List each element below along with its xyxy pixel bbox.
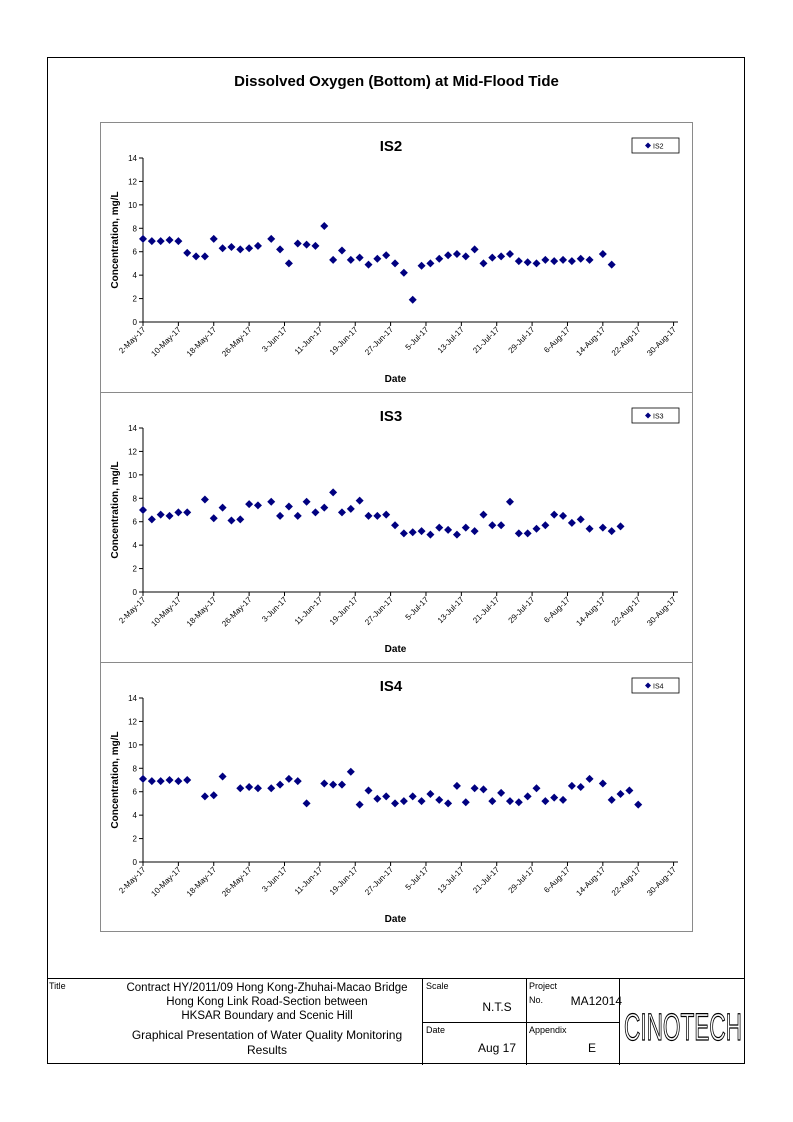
scale-label: Scale <box>426 981 449 991</box>
data-point <box>479 511 487 519</box>
y-tick-label: 2 <box>132 294 137 304</box>
cinotech-logo <box>622 997 745 1047</box>
x-tick-label: 22-Aug-17 <box>609 595 643 628</box>
x-tick-label: 3-Jun-17 <box>260 325 289 354</box>
y-tick-label: 8 <box>132 764 137 774</box>
data-point <box>210 514 218 522</box>
data-point <box>533 259 541 267</box>
data-point <box>294 777 302 785</box>
data-point <box>418 797 426 805</box>
data-point <box>166 776 174 784</box>
data-point <box>435 796 443 804</box>
data-point <box>471 245 479 253</box>
chart-is4 <box>100 662 693 932</box>
data-point <box>541 521 549 529</box>
x-tick-label: 5-Jul-17 <box>403 595 431 622</box>
x-tick-label: 2-May-17 <box>117 595 148 626</box>
data-point <box>285 502 293 510</box>
data-point <box>183 776 191 784</box>
contract-line: HKSAR Boundary and Scenic Hill <box>181 1010 353 1022</box>
data-point <box>608 261 616 269</box>
drawing-title-line: Results <box>246 1043 287 1057</box>
date-value: Aug 17 <box>477 1041 517 1055</box>
data-point <box>210 235 218 243</box>
chart-title: IS3 <box>379 408 403 425</box>
data-point <box>550 257 558 265</box>
data-point <box>329 781 337 789</box>
data-point <box>356 801 364 809</box>
data-point <box>174 777 182 785</box>
y-tick-label: 8 <box>132 224 137 234</box>
data-point <box>577 255 585 263</box>
chart-title: IS2 <box>379 138 403 155</box>
data-point <box>453 250 461 258</box>
y-tick-label: 14 <box>128 424 137 433</box>
x-tick-label: 27-Jun-17 <box>363 865 396 897</box>
data-point <box>515 257 523 265</box>
data-point <box>148 237 156 245</box>
y-tick-label: 4 <box>132 271 137 281</box>
x-tick-label: 14-Aug-17 <box>574 595 608 628</box>
data-point <box>276 781 284 789</box>
data-point <box>497 252 505 260</box>
data-point <box>373 255 381 263</box>
data-point <box>488 521 496 529</box>
data-point <box>245 500 253 508</box>
data-point <box>236 245 244 253</box>
data-point <box>356 497 364 505</box>
data-point <box>497 789 505 797</box>
data-point <box>236 515 244 523</box>
data-point <box>329 488 337 496</box>
logo-text: CINOTECH <box>624 1007 742 1047</box>
x-tick-label: 30-Aug-17 <box>645 325 678 358</box>
data-point <box>227 243 235 251</box>
data-point <box>338 508 346 516</box>
data-point <box>541 256 549 264</box>
data-point <box>373 512 381 520</box>
x-tick-label: 3-Jun-17 <box>260 595 289 624</box>
y-axis-label: Concentration, mg/L <box>110 731 121 829</box>
data-point <box>453 531 461 539</box>
x-tick-label: 21-Jul-17 <box>471 865 502 896</box>
x-tick-label: 19-Jun-17 <box>327 325 360 357</box>
data-point <box>303 498 311 506</box>
x-tick-label: 14-Aug-17 <box>574 865 608 898</box>
data-point <box>157 511 165 519</box>
data-point <box>285 259 293 267</box>
data-point <box>586 256 594 264</box>
appendix-label: Appendix <box>529 1025 567 1035</box>
data-point <box>254 784 262 792</box>
drawing-title <box>107 1028 427 1058</box>
y-tick-label: 10 <box>128 470 137 480</box>
data-point <box>201 495 209 503</box>
x-tick-label: 13-Jul-17 <box>435 595 466 626</box>
y-tick-label: 12 <box>128 717 137 727</box>
data-point <box>294 512 302 520</box>
data-point <box>364 787 372 795</box>
y-tick-label: 2 <box>132 564 137 574</box>
data-point <box>559 256 567 264</box>
data-point <box>157 777 165 785</box>
data-point <box>577 515 585 523</box>
x-tick-label: 5-Jul-17 <box>403 325 431 352</box>
y-tick-label: 0 <box>132 318 137 327</box>
y-tick-label: 6 <box>132 247 137 257</box>
data-point <box>201 252 209 260</box>
x-tick-label: 27-Jun-17 <box>363 325 396 357</box>
x-tick-label: 13-Jul-17 <box>435 325 466 356</box>
legend-label: IS2 <box>653 143 664 151</box>
x-tick-label: 19-Jun-17 <box>327 865 360 897</box>
data-point <box>479 259 487 267</box>
data-point <box>391 799 399 807</box>
data-point <box>294 240 302 248</box>
project-number: MA12014 <box>570 994 622 1008</box>
data-point <box>586 525 594 533</box>
data-point <box>227 517 235 525</box>
x-tick-label: 10-May-17 <box>149 595 183 629</box>
data-point <box>524 529 532 537</box>
data-point <box>329 256 337 264</box>
x-tick-label: 18-May-17 <box>184 325 219 359</box>
data-point <box>586 775 594 783</box>
y-tick-label: 6 <box>132 787 137 797</box>
data-point <box>139 775 147 783</box>
y-tick-label: 4 <box>132 811 137 821</box>
data-point <box>303 799 311 807</box>
data-point <box>183 508 191 516</box>
x-tick-label: 13-Jul-17 <box>435 865 466 896</box>
x-tick-label: 26-May-17 <box>220 865 254 899</box>
data-point <box>568 519 576 527</box>
x-tick-label: 2-May-17 <box>117 865 148 896</box>
data-point <box>382 792 390 800</box>
title-block <box>47 978 745 1064</box>
data-point <box>409 528 417 536</box>
data-point <box>577 783 585 791</box>
data-point <box>462 252 470 260</box>
data-point <box>435 255 443 263</box>
x-axis-label: Date <box>384 374 407 385</box>
x-tick-label: 6-Aug-17 <box>542 325 572 355</box>
data-point <box>409 296 417 304</box>
x-tick-label: 2-May-17 <box>117 325 148 356</box>
data-point <box>426 531 434 539</box>
data-point <box>183 249 191 257</box>
data-point <box>139 235 147 243</box>
data-point <box>608 527 616 535</box>
x-tick-label: 29-Jul-17 <box>506 595 537 626</box>
scale-value: N.T.S <box>482 1000 512 1014</box>
data-point <box>356 254 364 262</box>
chart-is3 <box>100 392 693 662</box>
x-tick-label: 21-Jul-17 <box>471 595 502 626</box>
data-point <box>303 241 311 249</box>
data-point <box>625 787 633 795</box>
data-point <box>245 244 253 252</box>
data-point <box>506 250 514 258</box>
data-point <box>347 768 355 776</box>
y-tick-label: 10 <box>128 740 137 750</box>
x-tick-label: 6-Aug-17 <box>542 595 572 625</box>
x-tick-label: 29-Jul-17 <box>506 865 537 896</box>
data-point <box>533 525 541 533</box>
data-point <box>219 504 227 512</box>
data-point <box>471 527 479 535</box>
legend-label: IS4 <box>653 683 664 691</box>
data-point <box>418 262 426 270</box>
data-point <box>462 798 470 806</box>
data-point <box>515 798 523 806</box>
date-label: Date <box>426 1025 446 1035</box>
data-point <box>617 790 625 798</box>
x-tick-label: 11-Jun-17 <box>292 865 325 897</box>
x-tick-label: 5-Jul-17 <box>403 865 431 892</box>
contract-line: Hong Kong Link Road-Section between <box>166 996 368 1008</box>
data-point <box>276 512 284 520</box>
project-label: Project <box>529 981 558 991</box>
x-tick-label: 18-May-17 <box>184 595 219 629</box>
data-point <box>254 242 262 250</box>
data-point <box>568 782 576 790</box>
data-point <box>550 511 558 519</box>
data-point <box>174 237 182 245</box>
data-point <box>219 244 227 252</box>
data-point <box>338 247 346 255</box>
data-point <box>382 251 390 259</box>
data-point <box>559 796 567 804</box>
legend <box>632 678 679 693</box>
data-point <box>400 797 408 805</box>
data-point <box>471 784 479 792</box>
contract-line: Contract HY/2011/09 Hong Kong-Zhuhai-Macao Bridge <box>126 982 408 994</box>
data-point <box>599 524 607 532</box>
data-point <box>444 526 452 534</box>
data-point <box>488 797 496 805</box>
data-point <box>634 801 642 809</box>
data-point <box>382 511 390 519</box>
data-point <box>435 524 443 532</box>
data-point <box>267 784 275 792</box>
data-point <box>462 524 470 532</box>
data-point <box>426 259 434 267</box>
data-point <box>599 780 607 788</box>
chart-is2 <box>100 122 693 392</box>
x-tick-label: 10-May-17 <box>149 865 183 899</box>
data-point <box>320 222 328 230</box>
data-point <box>506 498 514 506</box>
data-point <box>608 796 616 804</box>
y-tick-label: 8 <box>132 494 137 504</box>
x-tick-label: 26-May-17 <box>220 325 254 359</box>
data-point <box>515 529 523 537</box>
data-point <box>541 797 549 805</box>
y-tick-label: 10 <box>128 200 137 210</box>
data-point <box>276 245 284 253</box>
x-tick-label: 19-Jun-17 <box>327 595 360 627</box>
x-tick-label: 29-Jul-17 <box>506 325 537 356</box>
x-axis-label: Date <box>384 644 407 655</box>
data-point <box>400 529 408 537</box>
y-tick-label: 6 <box>132 517 137 527</box>
x-tick-label: 22-Aug-17 <box>609 325 643 358</box>
contract-description <box>117 981 417 1023</box>
drawing-title-line: Graphical Presentation of Water Quality Monitoring <box>131 1028 403 1042</box>
data-point <box>479 785 487 793</box>
data-point <box>524 258 532 266</box>
data-point <box>254 501 262 509</box>
data-point <box>418 527 426 535</box>
data-point <box>524 792 532 800</box>
data-point <box>320 504 328 512</box>
legend <box>632 138 679 153</box>
y-tick-label: 0 <box>132 858 137 867</box>
data-point <box>617 522 625 530</box>
data-point <box>364 512 372 520</box>
data-point <box>148 777 156 785</box>
data-point <box>497 521 505 529</box>
y-tick-label: 14 <box>128 694 137 703</box>
x-tick-label: 11-Jun-17 <box>292 595 325 627</box>
x-tick-label: 11-Jun-17 <box>292 325 325 357</box>
data-point <box>311 508 319 516</box>
data-point <box>245 783 253 791</box>
data-point <box>267 498 275 506</box>
data-point <box>347 256 355 264</box>
data-point <box>285 775 293 783</box>
y-axis-label: Concentration, mg/L <box>110 461 121 559</box>
data-point <box>166 512 174 520</box>
y-axis-label: Concentration, mg/L <box>110 191 121 289</box>
x-tick-label: 27-Jun-17 <box>363 595 396 627</box>
project-no-label: No. <box>529 995 544 1005</box>
data-point <box>364 261 372 269</box>
data-point <box>347 505 355 513</box>
data-point <box>391 521 399 529</box>
data-point <box>488 254 496 262</box>
data-point <box>599 250 607 258</box>
data-point <box>267 235 275 243</box>
x-axis-label: Date <box>384 914 407 925</box>
data-point <box>192 252 200 260</box>
data-point <box>444 799 452 807</box>
x-tick-label: 6-Aug-17 <box>542 865 572 895</box>
data-point <box>453 782 461 790</box>
data-point <box>533 784 541 792</box>
data-point <box>391 259 399 267</box>
data-point <box>373 795 381 803</box>
data-point <box>426 790 434 798</box>
data-point <box>148 515 156 523</box>
data-point <box>236 784 244 792</box>
data-point <box>157 237 165 245</box>
data-point <box>338 781 346 789</box>
data-point <box>174 508 182 516</box>
title-label: Title <box>49 981 66 991</box>
y-tick-label: 2 <box>132 834 137 844</box>
y-tick-label: 0 <box>132 588 137 597</box>
page-title: Dissolved Oxygen (Bottom) at Mid-Flood Tide <box>234 73 559 90</box>
data-point <box>201 792 209 800</box>
chart-title: IS4 <box>379 678 403 695</box>
title-block-divider <box>422 1022 619 1023</box>
x-tick-label: 3-Jun-17 <box>260 865 289 894</box>
y-tick-label: 14 <box>128 154 137 163</box>
data-point <box>559 512 567 520</box>
x-tick-label: 30-Aug-17 <box>645 595 678 628</box>
x-tick-label: 18-May-17 <box>184 865 219 899</box>
x-tick-label: 10-May-17 <box>149 325 183 359</box>
data-point <box>219 772 227 780</box>
y-tick-label: 12 <box>128 177 137 187</box>
data-point <box>550 794 558 802</box>
x-tick-label: 21-Jul-17 <box>471 325 502 356</box>
data-point <box>568 257 576 265</box>
x-tick-label: 14-Aug-17 <box>574 325 608 358</box>
data-point <box>166 236 174 244</box>
legend <box>632 408 679 423</box>
data-point <box>311 242 319 250</box>
x-tick-label: 30-Aug-17 <box>645 865 678 898</box>
data-point <box>400 269 408 277</box>
data-point <box>320 780 328 788</box>
data-point <box>409 792 417 800</box>
legend-label: IS3 <box>653 413 664 421</box>
y-tick-label: 4 <box>132 541 137 551</box>
x-tick-label: 22-Aug-17 <box>609 865 643 898</box>
data-point <box>139 506 147 514</box>
appendix-value: E <box>587 1041 596 1055</box>
y-tick-label: 12 <box>128 447 137 457</box>
x-tick-label: 26-May-17 <box>220 595 254 629</box>
data-point <box>210 791 218 799</box>
data-point <box>444 251 452 259</box>
data-point <box>506 797 514 805</box>
